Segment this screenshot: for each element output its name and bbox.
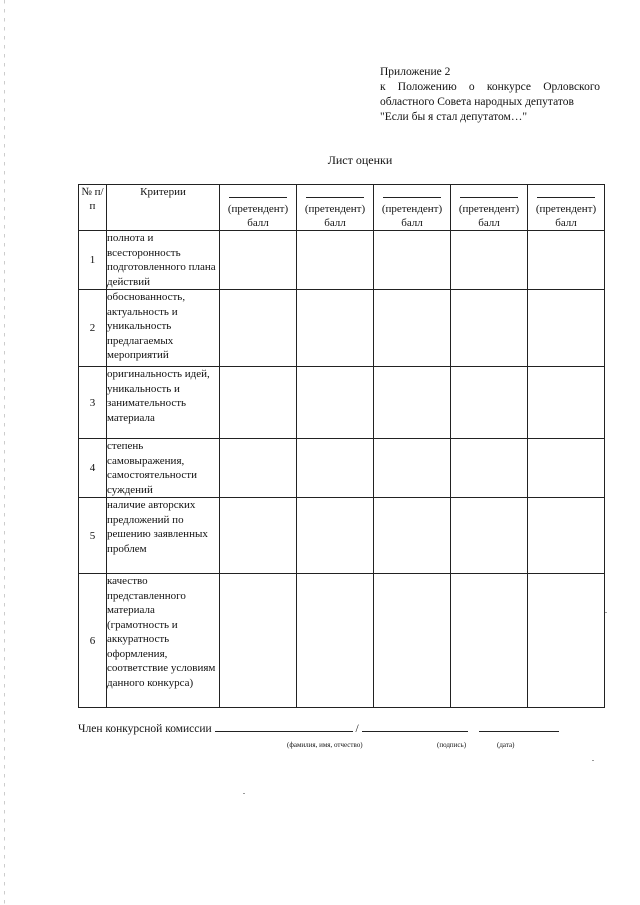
candidate-label: (претендент) <box>535 203 597 215</box>
candidate-header <box>451 185 528 231</box>
score-cell[interactable] <box>528 231 605 290</box>
score-cell[interactable] <box>528 574 605 708</box>
table-row <box>79 290 605 367</box>
candidate-name-blank[interactable] <box>537 187 595 198</box>
criterion-text: наличие авторских предложений по решению заявленных проблем <box>107 498 220 574</box>
criterion-text: оригинальность идей, уникальность и занимательность материала <box>107 367 220 439</box>
score-cell[interactable] <box>528 439 605 498</box>
candidate-name-blank[interactable] <box>306 187 364 198</box>
score-cell[interactable] <box>220 498 297 574</box>
row-number: 3 <box>79 367 107 439</box>
score-label: балл <box>478 217 500 229</box>
score-cell[interactable] <box>297 231 374 290</box>
score-cell[interactable] <box>297 498 374 574</box>
scan-speck <box>605 612 607 613</box>
appendix-council: областного Совета народных депутатов <box>380 96 574 108</box>
table-row <box>79 367 605 439</box>
criterion-text: полнота и всесторонность подготовленного плана действий <box>107 231 220 290</box>
candidate-label: (претендент) <box>458 203 520 215</box>
candidate-header <box>528 185 605 231</box>
score-cell[interactable] <box>528 498 605 574</box>
score-cell[interactable] <box>220 439 297 498</box>
score-cell[interactable] <box>220 574 297 708</box>
scan-speck <box>243 793 245 794</box>
score-cell[interactable] <box>374 439 451 498</box>
score-label: балл <box>401 217 423 229</box>
scan-edge-marks <box>4 0 5 905</box>
score-cell[interactable] <box>451 231 528 290</box>
scan-speck <box>592 760 594 761</box>
candidate-label: (претендент) <box>381 203 443 215</box>
signature-label: Член конкурсной комиссии <box>78 723 212 735</box>
criterion-text: обоснованность, актуальность и уникальность предлагаемых мероприятий <box>107 290 220 367</box>
table-row <box>79 574 605 708</box>
score-cell[interactable] <box>374 290 451 367</box>
candidate-name-blank[interactable] <box>383 187 441 198</box>
score-cell[interactable] <box>297 439 374 498</box>
score-cell[interactable] <box>297 367 374 439</box>
score-label: балл <box>555 217 577 229</box>
score-cell[interactable] <box>297 290 374 367</box>
score-cell[interactable] <box>451 367 528 439</box>
candidate-header <box>374 185 451 231</box>
signature-line <box>78 720 559 735</box>
caption-full-name: (фамилия, имя, отчество) <box>287 741 363 749</box>
criteria-header: Критерии <box>107 185 220 231</box>
candidate-header <box>220 185 297 231</box>
candidate-label: (претендент) <box>304 203 366 215</box>
appendix-reference: к Положению о конкурсе Орловского <box>380 81 600 93</box>
score-cell[interactable] <box>374 367 451 439</box>
candidate-name-blank[interactable] <box>460 187 518 198</box>
score-cell[interactable] <box>297 574 374 708</box>
criterion-text: степень самовыражения, самостоятельности суждений <box>107 439 220 498</box>
score-cell[interactable] <box>220 290 297 367</box>
score-cell[interactable] <box>451 290 528 367</box>
name-blank[interactable] <box>215 720 353 732</box>
score-cell[interactable] <box>374 231 451 290</box>
score-cell[interactable] <box>374 498 451 574</box>
score-cell[interactable] <box>451 439 528 498</box>
table-row <box>79 439 605 498</box>
row-number: 5 <box>79 498 107 574</box>
row-number: 1 <box>79 231 107 290</box>
criterion-text: качество представленного материала (грамотность и аккуратность оформления, соответствие условиям данного конкурса) <box>107 574 220 708</box>
score-label: балл <box>324 217 346 229</box>
score-label: балл <box>247 217 269 229</box>
table-row <box>79 231 605 290</box>
evaluation-table <box>78 184 605 708</box>
signature-blank[interactable] <box>362 720 468 732</box>
table-header-row <box>79 185 605 231</box>
candidate-label: (претендент) <box>227 203 289 215</box>
appendix-header <box>380 65 600 125</box>
table-row <box>79 498 605 574</box>
score-cell[interactable] <box>528 367 605 439</box>
score-cell[interactable] <box>451 574 528 708</box>
row-number: 6 <box>79 574 107 708</box>
sheet-title: Лист оценки <box>327 153 393 167</box>
score-cell[interactable] <box>220 231 297 290</box>
date-blank[interactable] <box>479 720 559 732</box>
caption-signature: (подпись) <box>437 741 467 749</box>
candidate-name-blank[interactable] <box>229 187 287 198</box>
score-cell[interactable] <box>374 574 451 708</box>
candidate-header <box>297 185 374 231</box>
score-cell[interactable] <box>528 290 605 367</box>
score-cell[interactable] <box>220 367 297 439</box>
appendix-number: Приложение 2 <box>380 66 451 78</box>
num-header: № п/п <box>79 185 107 231</box>
signature-separator: / <box>355 723 359 735</box>
row-number: 4 <box>79 439 107 498</box>
caption-date: (дата) <box>497 741 515 749</box>
score-cell[interactable] <box>451 498 528 574</box>
row-number: 2 <box>79 290 107 367</box>
appendix-contest-name: "Если бы я стал депутатом…" <box>380 111 528 123</box>
